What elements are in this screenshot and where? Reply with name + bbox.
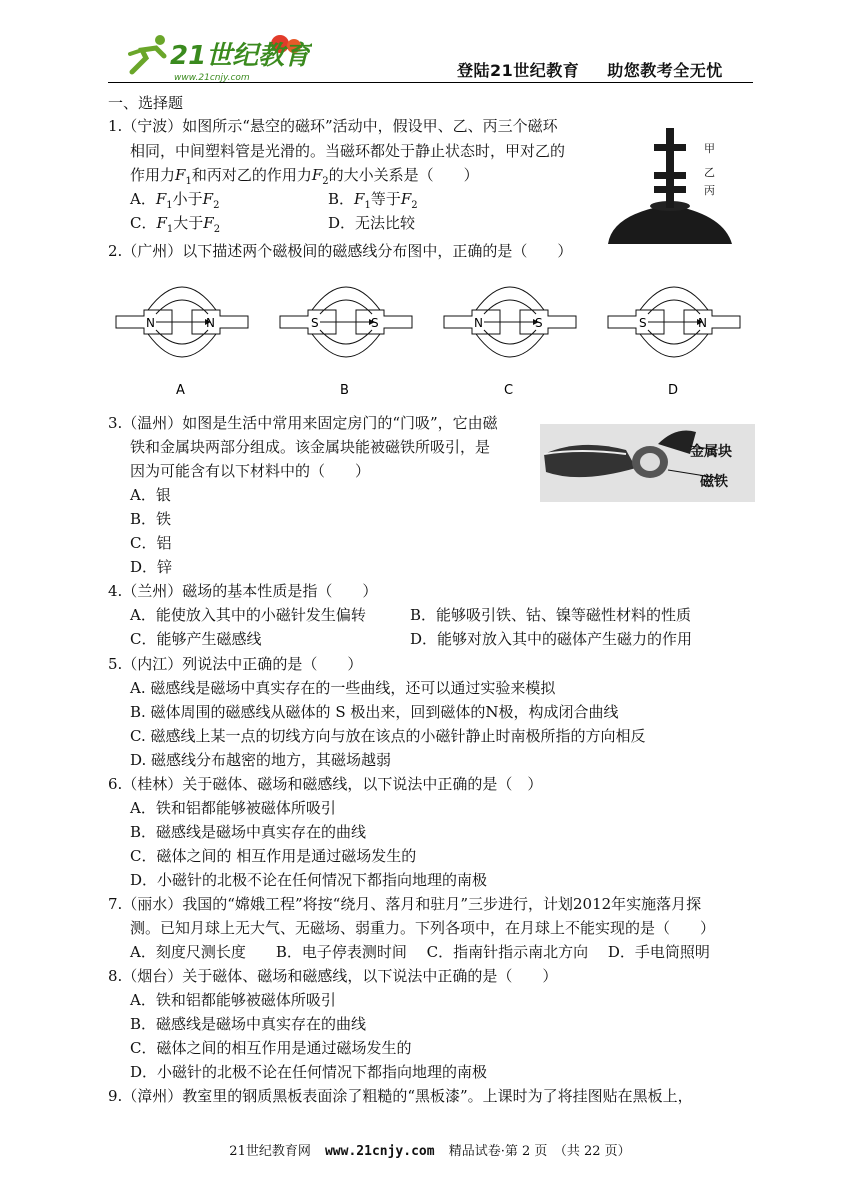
q6-line1: 6.（桂林）关于磁体、磁场和磁感线，以下说法中正确的是（ ）: [108, 775, 543, 793]
q3-line3: 因为可能含有以下材料中的（ ）: [130, 462, 371, 480]
site-logo: [112, 28, 312, 84]
section-title: 一、选择题: [108, 94, 184, 112]
magnetic-field-options-figure: [108, 270, 753, 402]
q1-option-c: C．$F_1$大于$F_2$: [130, 214, 221, 235]
svg-text:A: A: [176, 383, 185, 398]
q9-line1: 9.（漳州）教室里的钢质黑板表面涂了粗糙的“黑板漆”。上课时为了将挂图贴在黑板上，: [108, 1087, 693, 1105]
svg-text:磁铁: 磁铁: [700, 474, 728, 490]
q4-line1: 4.（兰州）磁场的基本性质是指（ ）: [108, 582, 378, 600]
q3-option-c: C．铝: [130, 534, 172, 552]
q6-option-c: C．磁体之间的 相互作用是通过磁场发生的: [130, 847, 417, 865]
q3-option-b: B．铁: [130, 510, 172, 528]
runner-figure-icon: [130, 35, 165, 72]
q4-option-c: C．能够产生磁感线: [130, 630, 262, 648]
q1-option-b: B．$F_1$等于$F_2$: [328, 190, 418, 211]
diagram-a: [116, 287, 248, 398]
slogan-left: 登陆21世纪教育: [457, 61, 580, 80]
footer-page-info: 精品试卷·第 2 页 （共 22 页）: [448, 1144, 631, 1159]
svg-text:N: N: [474, 316, 483, 330]
q6-option-b: B．磁感线是磁场中真实存在的曲线: [130, 823, 367, 841]
svg-text:C: C: [504, 383, 514, 398]
svg-text:N: N: [698, 316, 707, 330]
q4-option-b: B．能够吸引铁、钴、镍等磁性材料的性质: [410, 606, 692, 624]
diagram-c: [444, 287, 576, 398]
q4-option-d: D．能够对放入其中的磁体产生磁力的作用: [410, 630, 693, 648]
svg-text:S: S: [639, 316, 647, 330]
svg-text:S: S: [311, 316, 319, 330]
q3-option-a: A．银: [130, 486, 171, 504]
diagram-b: [280, 287, 412, 398]
q1-line2: 相同，中间塑料管是光滑的。当磁环都处于静止状态时，甲对乙的: [130, 142, 566, 160]
q1-line1: 1.（宁波）如图所示“悬空的磁环”活动中，假设甲、乙、丙三个磁环: [108, 117, 558, 135]
q1-option-d: D．无法比较: [328, 214, 416, 232]
svg-text:S: S: [371, 316, 379, 330]
svg-text:21世纪教育: 21世纪教育: [170, 41, 311, 71]
door-stop-figure: [540, 424, 755, 502]
diagram-d: [608, 287, 740, 398]
q7-line2: 测。已知月球上无大气、无磁场、弱重力。下列各项中，在月球上不能实现的是（ ）: [130, 919, 716, 937]
svg-text:B: B: [340, 383, 349, 398]
q8-line1: 8.（烟台）关于磁体、磁场和磁感线，以下说法中正确的是（ ）: [108, 967, 558, 985]
q6-option-d: D．小磁针的北极不论在任何情况下都指向地理的南极: [130, 871, 488, 889]
svg-text:金属块: 金属块: [690, 444, 732, 460]
svg-text:S: S: [535, 316, 543, 330]
q3-line2: 铁和金属块两部分组成。该金属块能被磁铁所吸引，是: [130, 438, 491, 456]
slogan-right: 助您教考全无忧: [607, 61, 723, 80]
q1-line3: 作用力$F_1$和丙对乙的作用力$F_2$的大小关系是（ ）: [130, 166, 479, 187]
q5-option-a: A. 磁感线是磁场中真实存在的一些曲线，还可以通过实验来模拟: [130, 679, 556, 697]
q8-option-a: A．铁和铝都能够被磁体所吸引: [130, 991, 336, 1009]
q2-line1: 2.（广州）以下描述两个磁极间的磁感线分布图中，正确的是（ ）: [108, 242, 573, 260]
floating-magnets-figure: [592, 120, 752, 252]
q5-line1: 5.（内江）列说法中正确的是（ ）: [108, 655, 363, 673]
svg-text:D: D: [668, 383, 679, 398]
q5-option-c: C. 磁感线上某一点的切线方向与放在该点的小磁针静止时南极所指的方向相反: [130, 727, 646, 745]
header-slogan: [457, 58, 723, 81]
q7-line1: 7.（丽水）我国的“嫦娥工程”将按“绕月、落月和驻月”三步进行，计划2012年实施落月探: [108, 895, 702, 913]
svg-text:乙: 乙: [704, 166, 715, 179]
q8-option-d: D．小磁针的北极不论在任何情况下都指向地理的南极: [130, 1063, 488, 1081]
q4-option-a: A．能使放入其中的小磁针发生偏转: [130, 606, 366, 624]
svg-text:N: N: [146, 316, 155, 330]
svg-text:www.21cnjy.com: www.21cnjy.com: [174, 73, 250, 83]
q3-option-d: D．锌: [130, 558, 173, 576]
footer-site: www.21cnjy.com: [324, 1144, 435, 1159]
svg-text:甲: 甲: [704, 142, 715, 155]
header-divider: [108, 82, 753, 83]
q1-option-a: A．$F_1$小于$F_2$: [130, 190, 220, 211]
q3-line1: 3.（温州）如图是生活中常用来固定房门的“门吸”，它由磁: [108, 414, 498, 432]
page-footer: [0, 1140, 860, 1159]
q5-option-b: B. 磁体周围的磁感线从磁体的 S 极出来，回到磁体的N极，构成闭合曲线: [130, 703, 619, 721]
svg-text:丙: 丙: [704, 184, 715, 197]
q7-options: A．刻度尺测长度 B．电子停表测时间 C．指南针指示南北方向 D．手电筒照明: [130, 943, 710, 961]
q5-option-d: D. 磁感线分布越密的地方，其磁场越弱: [130, 751, 392, 769]
q8-option-c: C．磁体之间的相互作用是通过磁场发生的: [130, 1039, 412, 1057]
q6-option-a: A．铁和铝都能够被磁体所吸引: [130, 799, 336, 817]
svg-text:N: N: [206, 316, 215, 330]
q8-option-b: B．磁感线是磁场中真实存在的曲线: [130, 1015, 367, 1033]
footer-left: 21世纪教育网: [229, 1144, 311, 1159]
